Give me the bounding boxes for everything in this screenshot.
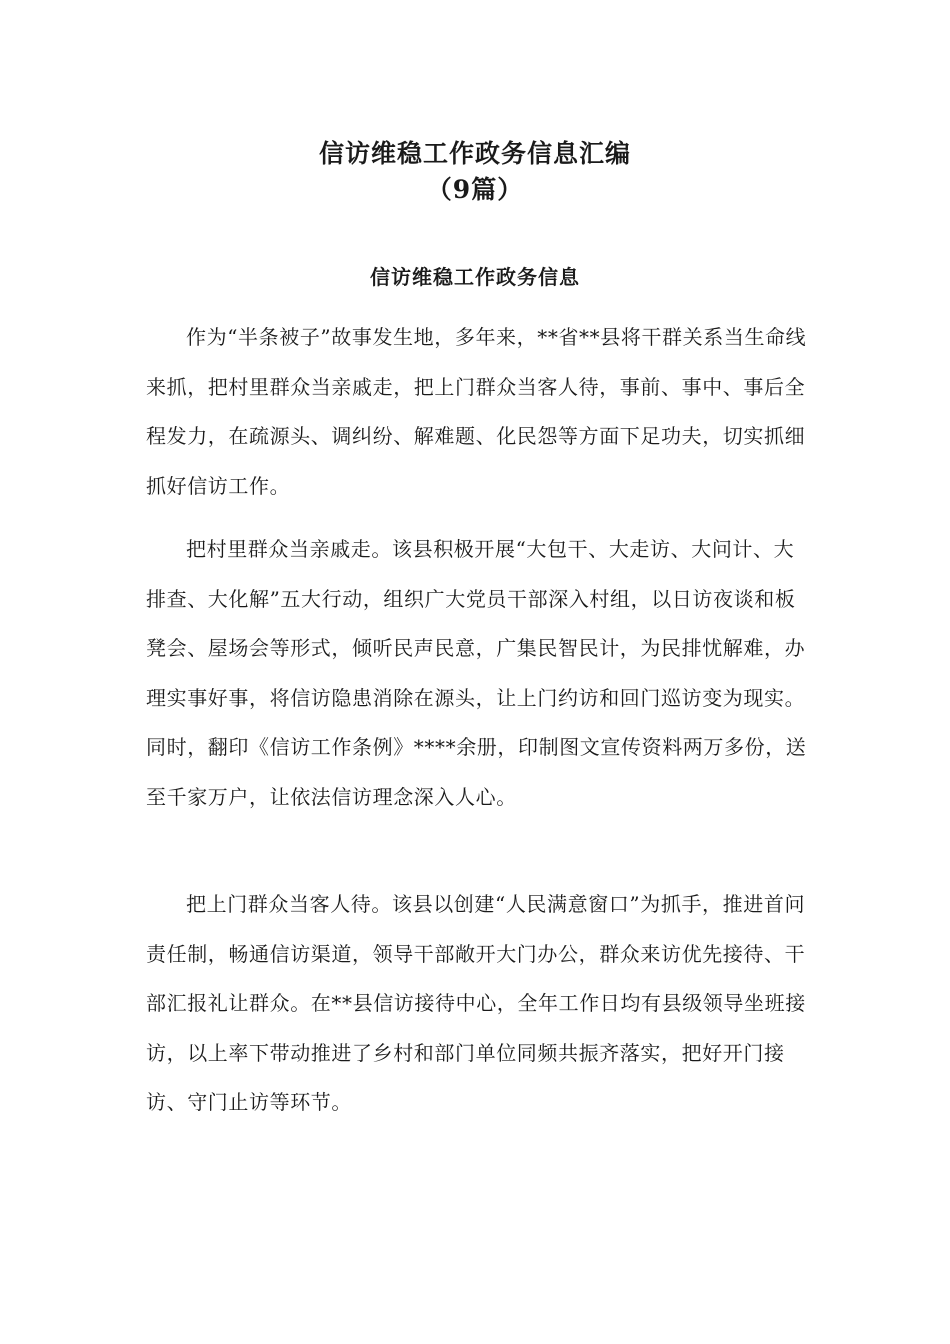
paragraph-village-visits: 把村里群众当亲戚走。该县积极开展“大包干、大走访、大问计、大排查、大化解”五大行动，组织广大党员干部深入村组，以日访夜谈和板凳会、屋场会等形式，倾听民声民意，广集民智民计，为民排忧解难，办理实事好事，将信访隐患消除在源头，让上门约访和回门巡访变为现实。同时，翻印《信访工作条例》****余册，印制图文宣传资料两万多份，送至千家万户，让依法信访理念深入人心。 bbox=[146, 537, 807, 809]
paragraph-intro: 作为“半条被子”故事发生地，多年来，**省**县将干群关系当生命线来抓，把村里群众当亲戚走，把上门群众当客人待，事前、事中、事后全程发力，在疏源头、调纠纷、解难题、化民怨等方面下足功夫，切实抓细抓好信访工作。 bbox=[146, 325, 807, 498]
paragraph-reception: 把上门群众当客人待。该县以创建“人民满意窗口”为抓手，推进首问责任制，畅通信访渠道，领导干部敞开大门办公，群众来访优先接待、干部汇报礼让群众。在**县信访接待中心，全年工作日均有县级领导坐班接访，以上率下带动推进了乡村和部门单位同频共振齐落实，把好开门接访、守门止访等环节。 bbox=[146, 892, 806, 1114]
document-title: 信访维稳工作政务信息汇编 bbox=[318, 139, 631, 168]
section-title: 信访维稳工作政务信息 bbox=[370, 265, 580, 289]
article-count: （9篇） bbox=[426, 175, 524, 204]
